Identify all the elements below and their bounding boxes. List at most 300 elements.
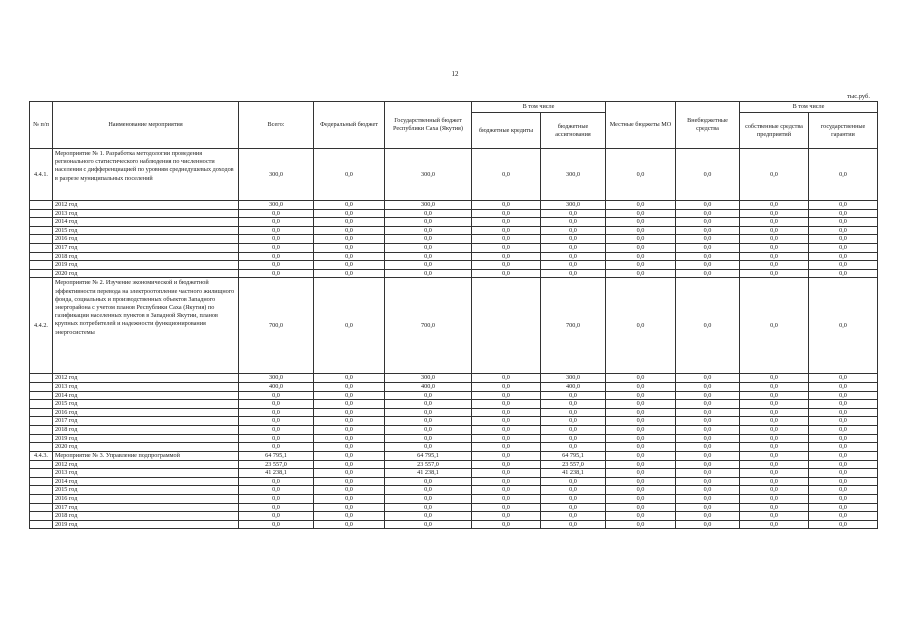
year-value: 0,0	[809, 408, 878, 417]
year-value: 0,0	[606, 460, 676, 469]
year-value: 0,0	[676, 226, 740, 235]
header-total: Всего:	[239, 102, 314, 149]
year-value: 0,0	[809, 434, 878, 443]
empty-cell	[30, 425, 53, 434]
year-value: 0,0	[676, 400, 740, 409]
year-value: 0,0	[239, 408, 314, 417]
year-value: 0,0	[314, 235, 385, 244]
year-value: 0,0	[472, 477, 541, 486]
year-label: 2012 год	[53, 374, 239, 383]
measure-value: 0,0	[472, 451, 541, 460]
year-value: 0,0	[472, 226, 541, 235]
year-value: 0,0	[740, 434, 809, 443]
year-value: 0,0	[239, 235, 314, 244]
year-value: 23 557,0	[541, 460, 606, 469]
year-value: 0,0	[239, 269, 314, 278]
year-row	[30, 201, 878, 210]
year-value: 0,0	[606, 434, 676, 443]
year-value: 0,0	[239, 443, 314, 452]
year-row	[30, 400, 878, 409]
year-value: 0,0	[676, 235, 740, 244]
year-value: 0,0	[472, 252, 541, 261]
empty-cell	[30, 477, 53, 486]
year-value: 0,0	[809, 503, 878, 512]
units-label: тыс.руб.	[847, 93, 870, 100]
year-value: 0,0	[740, 209, 809, 218]
year-value: 0,0	[541, 226, 606, 235]
year-value: 0,0	[385, 235, 472, 244]
empty-cell	[30, 391, 53, 400]
year-value: 0,0	[314, 374, 385, 383]
measure-value: 700,0	[239, 278, 314, 374]
year-value: 0,0	[676, 469, 740, 478]
year-value: 0,0	[314, 469, 385, 478]
year-value: 0,0	[472, 520, 541, 529]
year-value: 0,0	[314, 417, 385, 426]
measure-value: 0,0	[740, 278, 809, 374]
header-no: № п/п	[30, 102, 53, 149]
year-value: 0,0	[606, 226, 676, 235]
year-value: 0,0	[472, 503, 541, 512]
empty-cell	[30, 252, 53, 261]
empty-cell	[30, 434, 53, 443]
year-value: 0,0	[541, 209, 606, 218]
year-value: 0,0	[472, 512, 541, 521]
year-value: 0,0	[314, 218, 385, 227]
year-value: 0,0	[676, 374, 740, 383]
year-value: 0,0	[239, 218, 314, 227]
measure-name: Мероприятие № 3. Управление подпрограммой	[53, 451, 239, 460]
year-value: 400,0	[541, 382, 606, 391]
year-value: 0,0	[385, 417, 472, 426]
year-value: 0,0	[472, 434, 541, 443]
year-value: 0,0	[385, 425, 472, 434]
year-value: 0,0	[606, 374, 676, 383]
year-value: 300,0	[541, 374, 606, 383]
header-state-budget: Государственный бюджет Республики Саха (Якутия)	[385, 102, 472, 149]
year-value: 0,0	[676, 201, 740, 210]
year-value: 0,0	[472, 460, 541, 469]
year-value: 0,0	[472, 261, 541, 270]
year-value: 0,0	[740, 243, 809, 252]
year-label: 2017 год	[53, 503, 239, 512]
year-value: 0,0	[676, 425, 740, 434]
year-value: 0,0	[606, 243, 676, 252]
year-value: 0,0	[676, 382, 740, 391]
year-value: 0,0	[239, 417, 314, 426]
year-value: 0,0	[809, 235, 878, 244]
header-own-funds: собственные средства предприятий	[740, 113, 809, 149]
year-label: 2014 год	[53, 391, 239, 400]
funding-table	[29, 101, 878, 529]
year-row	[30, 434, 878, 443]
year-value: 0,0	[676, 520, 740, 529]
year-value: 0,0	[740, 503, 809, 512]
year-row	[30, 269, 878, 278]
year-value: 0,0	[676, 503, 740, 512]
year-value: 41 238,1	[541, 469, 606, 478]
table-body	[30, 149, 878, 529]
measure-value: 300,0	[541, 149, 606, 201]
empty-cell	[30, 408, 53, 417]
year-value: 0,0	[472, 201, 541, 210]
year-value: 0,0	[314, 434, 385, 443]
year-label: 2012 год	[53, 201, 239, 210]
year-value: 0,0	[809, 486, 878, 495]
empty-cell	[30, 503, 53, 512]
measure-row	[30, 451, 878, 460]
year-value: 0,0	[314, 477, 385, 486]
year-label: 2014 год	[53, 477, 239, 486]
empty-cell	[30, 201, 53, 210]
year-value: 0,0	[809, 218, 878, 227]
year-value: 0,0	[385, 243, 472, 252]
year-value: 0,0	[385, 495, 472, 504]
year-value: 0,0	[314, 425, 385, 434]
year-value: 0,0	[472, 218, 541, 227]
year-value: 0,0	[606, 391, 676, 400]
year-label: 2013 год	[53, 469, 239, 478]
year-value: 0,0	[606, 425, 676, 434]
year-value: 0,0	[541, 408, 606, 417]
year-value: 0,0	[809, 400, 878, 409]
measure-value: 0,0	[740, 451, 809, 460]
year-label: 2019 год	[53, 434, 239, 443]
year-value: 0,0	[472, 269, 541, 278]
year-value: 0,0	[676, 486, 740, 495]
year-value: 0,0	[472, 235, 541, 244]
year-row	[30, 235, 878, 244]
year-value: 0,0	[606, 503, 676, 512]
year-value: 0,0	[541, 391, 606, 400]
empty-cell	[30, 374, 53, 383]
year-value: 0,0	[676, 477, 740, 486]
year-value: 0,0	[385, 434, 472, 443]
year-value: 0,0	[809, 243, 878, 252]
year-row	[30, 469, 878, 478]
year-label: 2016 год	[53, 235, 239, 244]
measure-name: Мероприятие № 2. Изучение экономической и бюджетной эффективности перевода на электроотопление частного жилищного фонда, социальных и производственных объектов Западного энергорайона с учетом планов Республики Саха (Якутия) по газификации населенных пунктов в Западной Якутии, планов крупных потребителей и надежности функционирования энергосистемы	[53, 278, 239, 374]
measure-number: 4.4.2.	[30, 278, 53, 374]
year-value: 0,0	[239, 252, 314, 261]
year-value: 0,0	[809, 425, 878, 434]
year-value: 0,0	[809, 391, 878, 400]
year-value: 0,0	[239, 486, 314, 495]
year-label: 2020 год	[53, 443, 239, 452]
year-value: 0,0	[385, 486, 472, 495]
measure-value: 0,0	[676, 451, 740, 460]
year-value: 0,0	[676, 209, 740, 218]
year-value: 0,0	[740, 512, 809, 521]
year-value: 0,0	[541, 252, 606, 261]
year-value: 0,0	[314, 495, 385, 504]
measure-number: 4.4.3.	[30, 451, 53, 460]
empty-cell	[30, 226, 53, 235]
year-value: 23 557,0	[385, 460, 472, 469]
year-value: 0,0	[239, 434, 314, 443]
measure-value	[472, 278, 541, 374]
year-value: 0,0	[740, 374, 809, 383]
year-row	[30, 218, 878, 227]
page-number: 12	[451, 70, 459, 78]
year-value: 0,0	[541, 269, 606, 278]
year-value: 0,0	[809, 201, 878, 210]
year-value: 0,0	[385, 209, 472, 218]
year-label: 2012 год	[53, 460, 239, 469]
year-value: 0,0	[606, 477, 676, 486]
year-label: 2017 год	[53, 417, 239, 426]
year-row	[30, 391, 878, 400]
header-federal: Федеральный бюджет	[314, 102, 385, 149]
year-value: 0,0	[606, 400, 676, 409]
year-value: 0,0	[385, 261, 472, 270]
year-value: 0,0	[809, 495, 878, 504]
year-value: 400,0	[239, 382, 314, 391]
header-in-that-2: В том числе	[740, 102, 878, 113]
year-value: 0,0	[239, 400, 314, 409]
year-value: 0,0	[740, 269, 809, 278]
year-value: 0,0	[385, 503, 472, 512]
year-value: 0,0	[740, 443, 809, 452]
measure-value: 64 795,1	[385, 451, 472, 460]
year-value: 0,0	[541, 443, 606, 452]
measure-value: 0,0	[809, 149, 878, 201]
empty-cell	[30, 520, 53, 529]
year-value: 0,0	[541, 261, 606, 270]
year-value: 0,0	[314, 503, 385, 512]
header-allocations: бюджетные ассигнования	[541, 113, 606, 149]
year-value: 0,0	[606, 201, 676, 210]
year-value: 0,0	[314, 512, 385, 521]
year-value: 0,0	[314, 243, 385, 252]
header-in-that-1: В том числе	[472, 102, 606, 113]
header-extra-budget: Внебюджетные средства	[676, 102, 740, 149]
empty-cell	[30, 486, 53, 495]
empty-cell	[30, 243, 53, 252]
year-value: 0,0	[606, 408, 676, 417]
year-value: 0,0	[541, 425, 606, 434]
year-value: 0,0	[676, 408, 740, 417]
year-value: 0,0	[676, 434, 740, 443]
year-value: 0,0	[314, 201, 385, 210]
year-value: 0,0	[676, 243, 740, 252]
measure-value: 0,0	[606, 149, 676, 201]
year-value: 0,0	[606, 235, 676, 244]
year-value: 0,0	[472, 486, 541, 495]
year-value: 0,0	[740, 391, 809, 400]
measure-value: 0,0	[314, 278, 385, 374]
year-value: 0,0	[239, 261, 314, 270]
year-value: 0,0	[239, 425, 314, 434]
year-value: 0,0	[606, 382, 676, 391]
year-value: 0,0	[239, 495, 314, 504]
year-label: 2015 год	[53, 226, 239, 235]
year-value: 0,0	[541, 400, 606, 409]
year-value: 0,0	[239, 391, 314, 400]
year-value: 0,0	[314, 226, 385, 235]
year-label: 2013 год	[53, 209, 239, 218]
year-value: 0,0	[676, 443, 740, 452]
year-value: 0,0	[740, 218, 809, 227]
year-value: 0,0	[606, 209, 676, 218]
year-value: 0,0	[472, 243, 541, 252]
year-row	[30, 495, 878, 504]
year-value: 0,0	[606, 486, 676, 495]
year-value: 0,0	[314, 460, 385, 469]
empty-cell	[30, 209, 53, 218]
header-local: Местные бюджеты МО	[606, 102, 676, 149]
measure-number: 4.4.1.	[30, 149, 53, 201]
measure-value: 64 795,1	[239, 451, 314, 460]
year-value: 0,0	[472, 443, 541, 452]
measure-row	[30, 149, 878, 201]
year-label: 2019 год	[53, 520, 239, 529]
year-value: 0,0	[541, 503, 606, 512]
year-value: 0,0	[606, 261, 676, 270]
header-guarantees: государственные гарантии	[809, 113, 878, 149]
year-value: 0,0	[676, 417, 740, 426]
year-label: 2015 год	[53, 486, 239, 495]
year-value: 0,0	[541, 477, 606, 486]
header-name: Наименование мероприятия	[53, 102, 239, 149]
year-label: 2018 год	[53, 425, 239, 434]
year-value: 0,0	[809, 512, 878, 521]
year-value: 0,0	[541, 495, 606, 504]
year-value: 0,0	[314, 486, 385, 495]
year-value: 0,0	[385, 252, 472, 261]
year-value: 0,0	[239, 503, 314, 512]
year-value: 300,0	[239, 201, 314, 210]
year-value: 0,0	[314, 261, 385, 270]
measure-value: 0,0	[606, 451, 676, 460]
measure-value: 0,0	[809, 278, 878, 374]
empty-cell	[30, 218, 53, 227]
year-value: 0,0	[472, 495, 541, 504]
year-value: 0,0	[385, 226, 472, 235]
year-value: 0,0	[809, 417, 878, 426]
year-value: 0,0	[740, 261, 809, 270]
year-value: 0,0	[239, 226, 314, 235]
year-row	[30, 477, 878, 486]
year-value: 0,0	[314, 520, 385, 529]
year-value: 0,0	[314, 209, 385, 218]
measure-value: 64 795,1	[541, 451, 606, 460]
measure-name: Мероприятие № 1. Разработка методологии проведения регионального статистического наблюдения по численности населения с дифференциацией по уровням среднедушевых доходов в разрезе муниципальных поселений	[53, 149, 239, 201]
year-value: 0,0	[809, 443, 878, 452]
year-value: 0,0	[541, 243, 606, 252]
empty-cell	[30, 417, 53, 426]
year-value: 0,0	[740, 235, 809, 244]
year-value: 0,0	[541, 512, 606, 521]
year-row	[30, 243, 878, 252]
year-value: 0,0	[385, 443, 472, 452]
year-value: 0,0	[239, 520, 314, 529]
year-value: 0,0	[385, 269, 472, 278]
measure-value: 0,0	[740, 149, 809, 201]
year-row	[30, 209, 878, 218]
year-value: 0,0	[385, 391, 472, 400]
year-value: 0,0	[676, 460, 740, 469]
year-value: 0,0	[606, 443, 676, 452]
year-value: 0,0	[676, 495, 740, 504]
year-value: 0,0	[314, 252, 385, 261]
year-value: 0,0	[314, 408, 385, 417]
year-value: 0,0	[314, 391, 385, 400]
empty-cell	[30, 261, 53, 270]
year-value: 0,0	[809, 520, 878, 529]
empty-cell	[30, 269, 53, 278]
year-row	[30, 417, 878, 426]
year-value: 0,0	[606, 269, 676, 278]
measure-value: 0,0	[314, 149, 385, 201]
year-row	[30, 226, 878, 235]
year-label: 2014 год	[53, 218, 239, 227]
year-value: 0,0	[809, 469, 878, 478]
year-value: 0,0	[385, 512, 472, 521]
year-value: 0,0	[740, 520, 809, 529]
year-value: 0,0	[740, 417, 809, 426]
empty-cell	[30, 382, 53, 391]
year-row	[30, 261, 878, 270]
year-row	[30, 503, 878, 512]
year-value: 0,0	[809, 382, 878, 391]
year-value: 0,0	[740, 400, 809, 409]
year-value: 0,0	[472, 209, 541, 218]
empty-cell	[30, 495, 53, 504]
year-value: 0,0	[740, 469, 809, 478]
empty-cell	[30, 400, 53, 409]
year-row	[30, 374, 878, 383]
year-value: 300,0	[541, 201, 606, 210]
year-row	[30, 408, 878, 417]
year-value: 0,0	[740, 460, 809, 469]
year-value: 0,0	[676, 218, 740, 227]
year-value: 0,0	[385, 477, 472, 486]
year-label: 2019 год	[53, 261, 239, 270]
year-value: 0,0	[472, 417, 541, 426]
year-label: 2020 год	[53, 269, 239, 278]
empty-cell	[30, 469, 53, 478]
measure-value: 0,0	[314, 451, 385, 460]
measure-value: 700,0	[385, 278, 472, 374]
year-value: 0,0	[472, 408, 541, 417]
year-value: 0,0	[239, 243, 314, 252]
year-value: 0,0	[740, 486, 809, 495]
measure-row	[30, 278, 878, 374]
year-value: 0,0	[809, 252, 878, 261]
year-value: 0,0	[541, 235, 606, 244]
year-value: 0,0	[809, 209, 878, 218]
year-value: 300,0	[239, 374, 314, 383]
year-value: 0,0	[740, 477, 809, 486]
measure-value: 0,0	[676, 149, 740, 201]
header-credits: бюджетные кредиты	[472, 113, 541, 149]
year-value: 0,0	[809, 261, 878, 270]
measure-value: 0,0	[606, 278, 676, 374]
year-value: 0,0	[740, 252, 809, 261]
year-value: 0,0	[239, 512, 314, 521]
year-value: 0,0	[676, 261, 740, 270]
empty-cell	[30, 512, 53, 521]
year-value: 0,0	[606, 218, 676, 227]
empty-cell	[30, 235, 53, 244]
year-value: 0,0	[676, 252, 740, 261]
measure-value: 300,0	[385, 149, 472, 201]
year-value: 0,0	[809, 374, 878, 383]
year-value: 300,0	[385, 374, 472, 383]
year-value: 0,0	[541, 520, 606, 529]
year-value: 0,0	[472, 469, 541, 478]
